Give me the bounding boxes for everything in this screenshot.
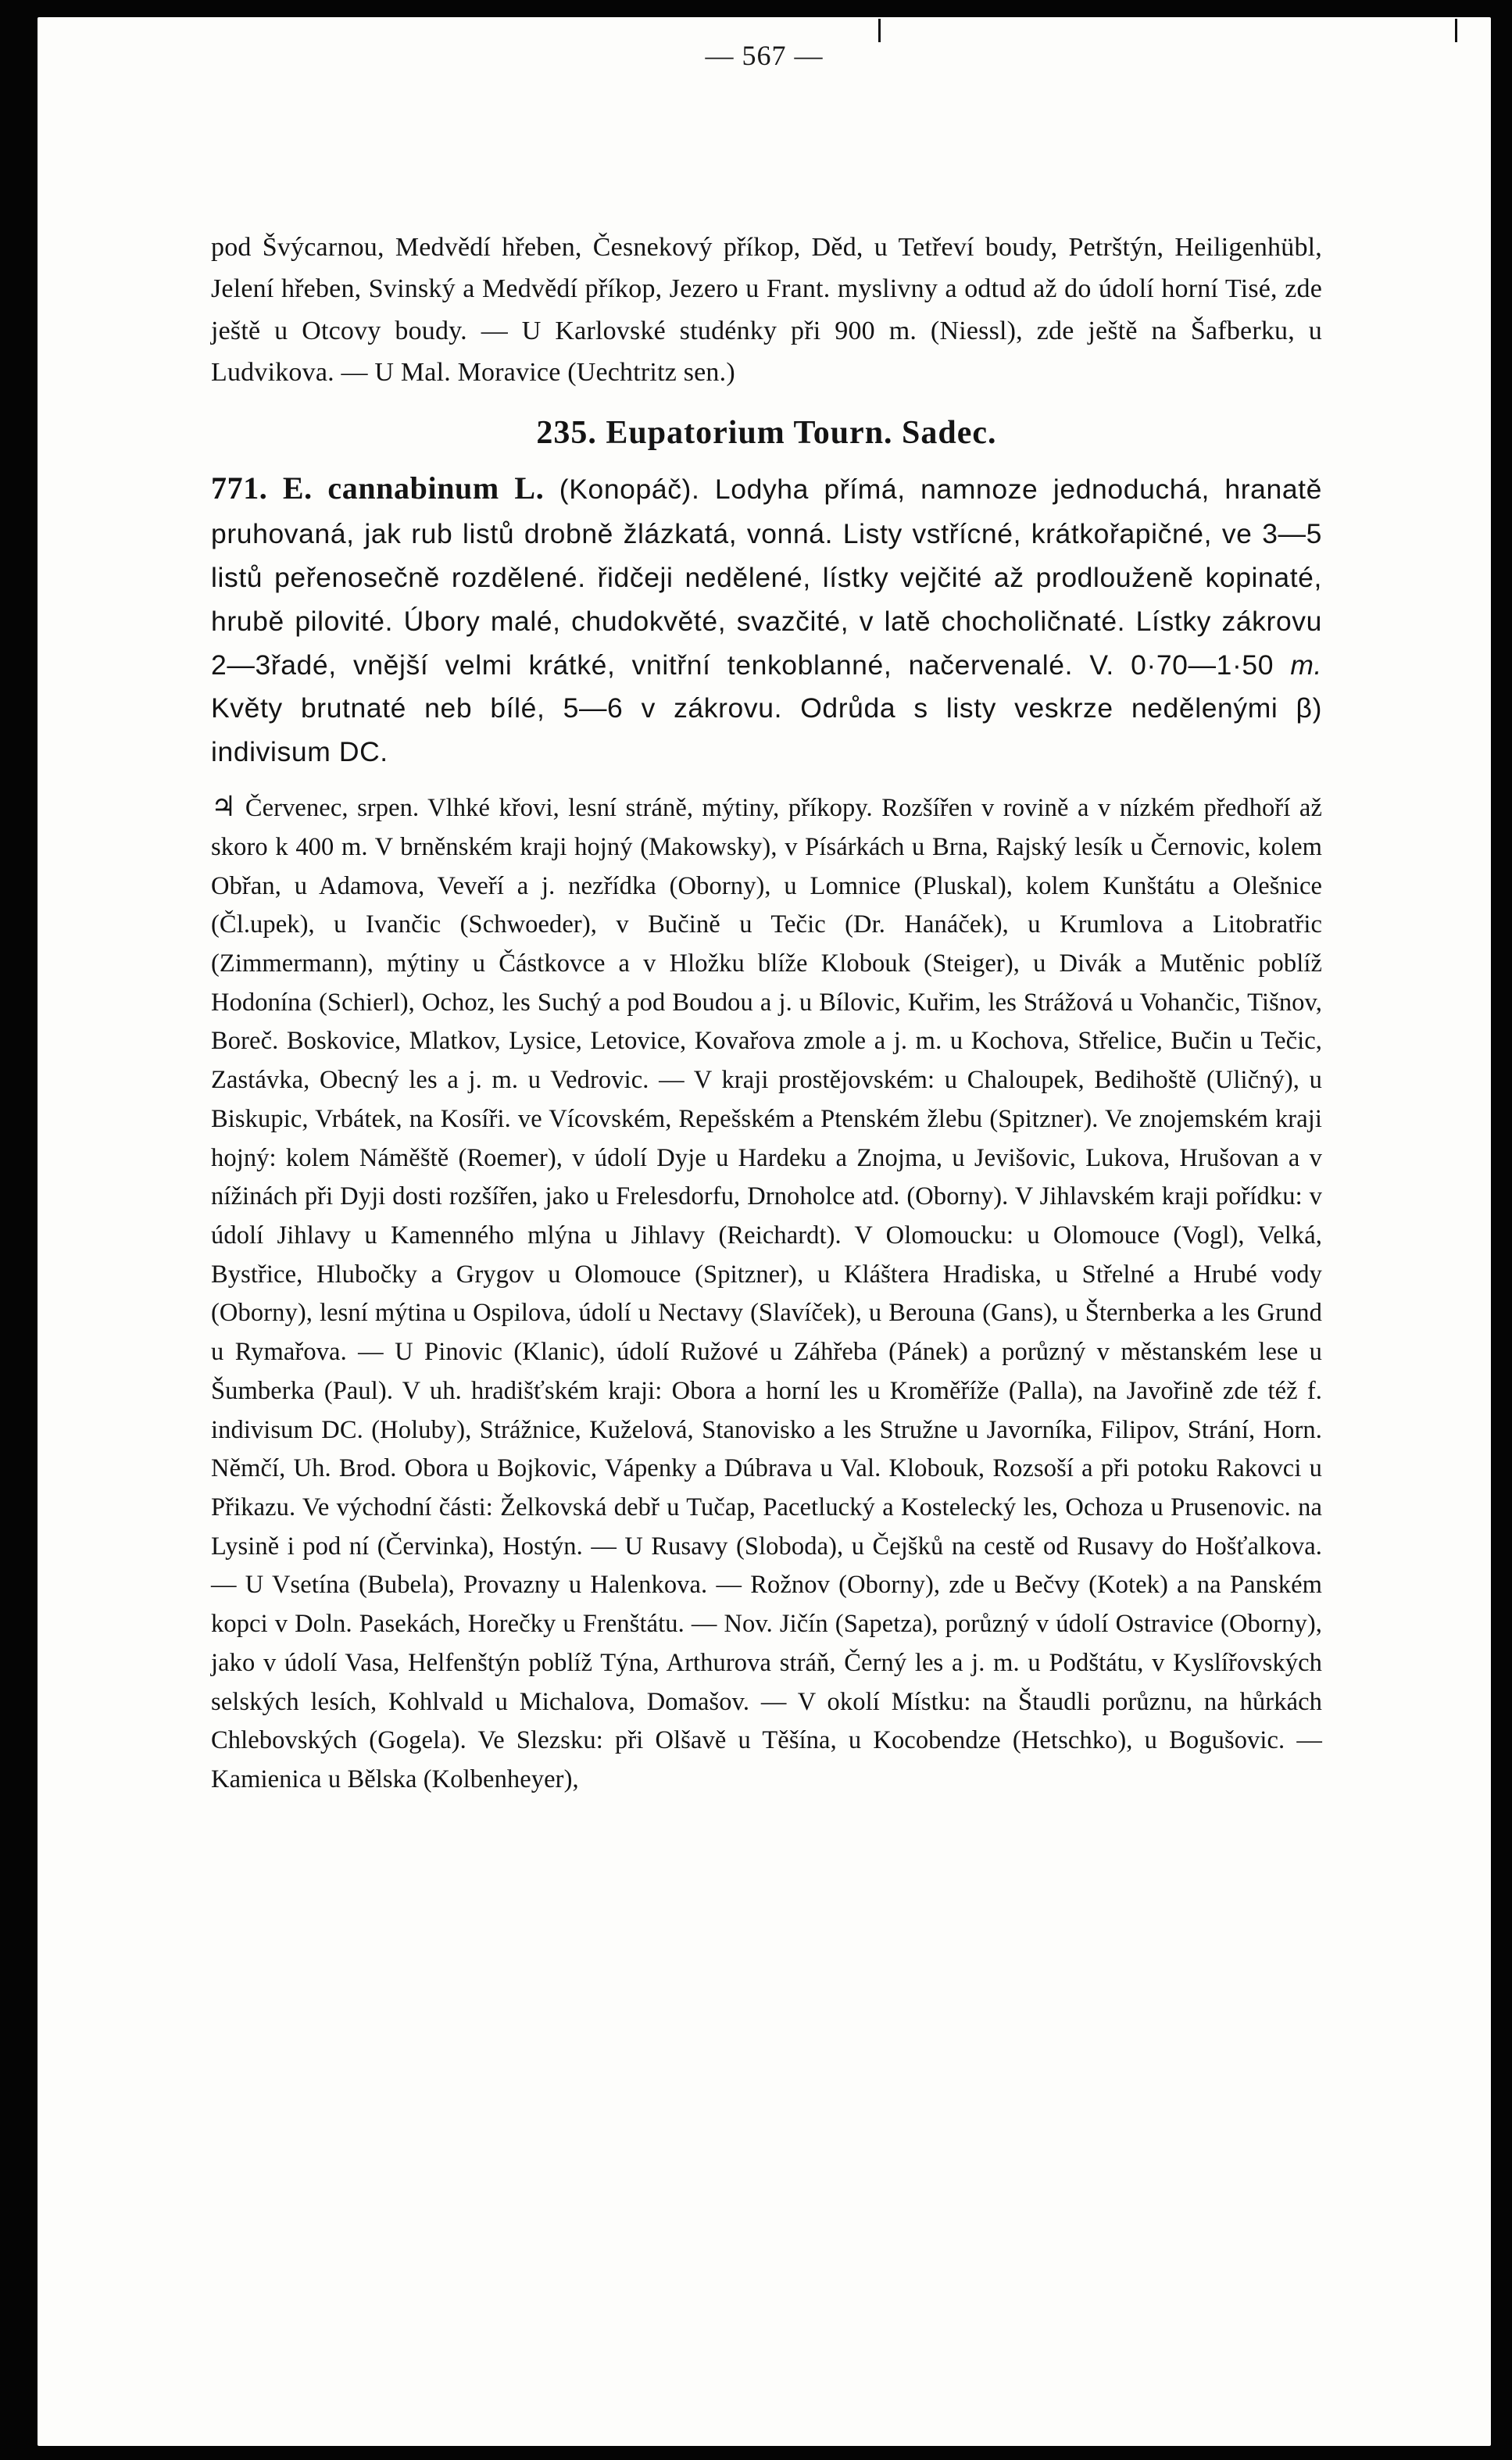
- distribution-text: Červenec, srpen. Vlhké křovi, lesní stráně, mýtiny, příkopy. Rozšířen v rovině a v nízkém předhoří až skoro k 400 m. V brněnském kraji hojný (Makowsky), v Písárkách u Brna, Rajský lesík u Černovic, kolem Obřan, u Adamova, Veveří a j. nezřídka (Oborny), u Lomnice (Pluskal), kolem Kunštátu a Olešnice (Čl.upek), u Ivančic (Schwoeder), v Bučině u Tečic (Dr. Hanáček), u Krumlova a Litobratřic (Zimmermann), mýtiny u Částkovce a v Hložku blíže Klobouk (Steiger), u Divák a Mutěnic poblíž Hodonína (Schierl), Ochoz, les Suchý a pod Boudou a j. u Bílovic, Kuřim, les Strážová u Vohančic, Tišnov, Boreč. Boskovice, Mlatkov, Lysice, Letovice, Kovařova zmole a j. m. u Kochova, Střelice, Bučin u Tečic, Zastávka, Obecný les a j. m. u Vedrovic. — V kraji prostějovském: u Chaloupek, Bedihoště (Uličný), u Biskupic, Vrbátek, na Kosíři. ve Vícovském, Repešském a Ptenském žlebu (Spitzner). Ve znojemském kraji hojný: kolem Náměště (Roemer), v údolí Dyje u Hardeku a Znojma, u Jevišovic, Lukova, Hrušovan a v nížinách při Dyji dosti rozšířen, jako u Frelesdorfu, Drnoholce atd. (Oborny). V Jihlavském kraji pořídku: v údolí Jihlavy u Kamenného mlýna u Jihlavy (Reichardt). V Olomoucku: u Olomouce (Vogl), Velká, Bystřice, Hlubočky a Grygov u Olomouce (Spitzner), u Kláštera Hradiska, u Střelné a Hrubé vody (Oborny), lesní mýtina u Ospilova, údolí u Nectavy (Slavíček), u Berouna (Gans), u Šternberka a les Grund u Rymařova. — U Pinovic (Klanic), údolí Ružové u Záhřeba (Pánek) a porůzný v městanském lese u Šumberka (Paul). V uh. hradišťském kraji: Obora a horní les u Kroměříže (Palla), na Javořině zde též f. indivisum DC. (Holuby), Strážnice, Kuželová, Stanovisko a les Stružne u Javorníka, Filipov, Strání, Horn. Němčí, Uh. Brod. Obora u Bojkovic, Vápenky a Dúbrava u Val. Klobouk, Rozsoší a při potoku Rakovci u Přikazu. Ve východní části: Želkovská debř u Tučap, Pacetlucký a Kostelecký les, Ochoza u Prusenovic. na Lysině i pod ní (Červinka), Hostýn. — U Rusavy (Sloboda), u Čejšků na cestě od Rusavy do Hošťalkova. — U Vsetína (Bubela), Provazny u Halenkova. — Rožnov (Oborny), zde u Bečvy (Kotek) a na Panském kopci v Doln. Pasekách, Horečky u Frenštátu. — Nov. Jičín (Sapetza), porůzný v údolí Ostravice (Oborny), jako v údolí Vasa, Helfenštýn poblíž Týna, Arthurova stráň, Černý les a j. m. u Podštátu, v Kyslířovských selských lesích, Kohlvald u Michalova, Domašov. — V okolí Místku: na Štaudli porůznu, na hůrkách Chlebovských (Gogela). Ve Slezsku: při Olšavě u Těšína, u Kocobendze (Hetschko), u Bogušovic. — Kamienica u Bělska (Kolbenheyer),: [211, 793, 1322, 1794]
- genus-heading: 235. Eupatorium Tourn. Sadec.: [536, 414, 997, 451]
- distribution-paragraph: [211, 785, 1322, 1800]
- species-description: [211, 464, 1322, 774]
- species-description-text-2: Květy brutnaté neb bílé, 5—6 v zákrovu. Odrůda s listy veskrze nedělenými β) indivisum DC.: [211, 692, 1322, 767]
- species-name: E. cannabinum L.: [282, 470, 545, 506]
- species-description-text: Lodyha přímá, namnoze jednoduchá, hranatě pruhovaná, jak rub listů drobně žlázkatá, vonná. Listy vstřícné, krátkořapičné, ve 3—5 listů peřenosečně rozdělené. řidčeji nedělené, lístky vejčité až prodlouženě kopinaté, hrubě pilovité. Úbory malé, chudokvěté, svazčité, v latě chocholičnaté. Lístky zákrovu 2—3řadé, vnější velmi krátké, vnitřní tenkoblanné, načervenalé. V. 0·70—1·50: [211, 473, 1322, 681]
- scanned-page: [38, 17, 1491, 2446]
- intro-paragraph: pod Švýcarnou, Medvědí hřeben, Česnekový příkop, Děd, u Tetřeví boudy, Petrštýn, Heiligenhübl, Jelení hřeben, Svinský a Medvědí příkop, Jezero u Frant. myslivny a odtud až do údolí horní Tisé, zde ještě u Otcovy boudy. — U Karlovské studénky při 900 m. (Niessl), zde ještě na Šafberku, u Ludvikova. — U Mal. Moravice (Uechtritz sen.): [211, 233, 1322, 388]
- species-common-name: (Konopáč).: [559, 473, 700, 505]
- perennial-symbol: ♃: [211, 790, 237, 822]
- page-content: [211, 227, 1322, 1800]
- height-unit: m.: [1290, 649, 1322, 681]
- page-number: — 567 —: [705, 40, 824, 71]
- species-number: 771.: [211, 470, 268, 506]
